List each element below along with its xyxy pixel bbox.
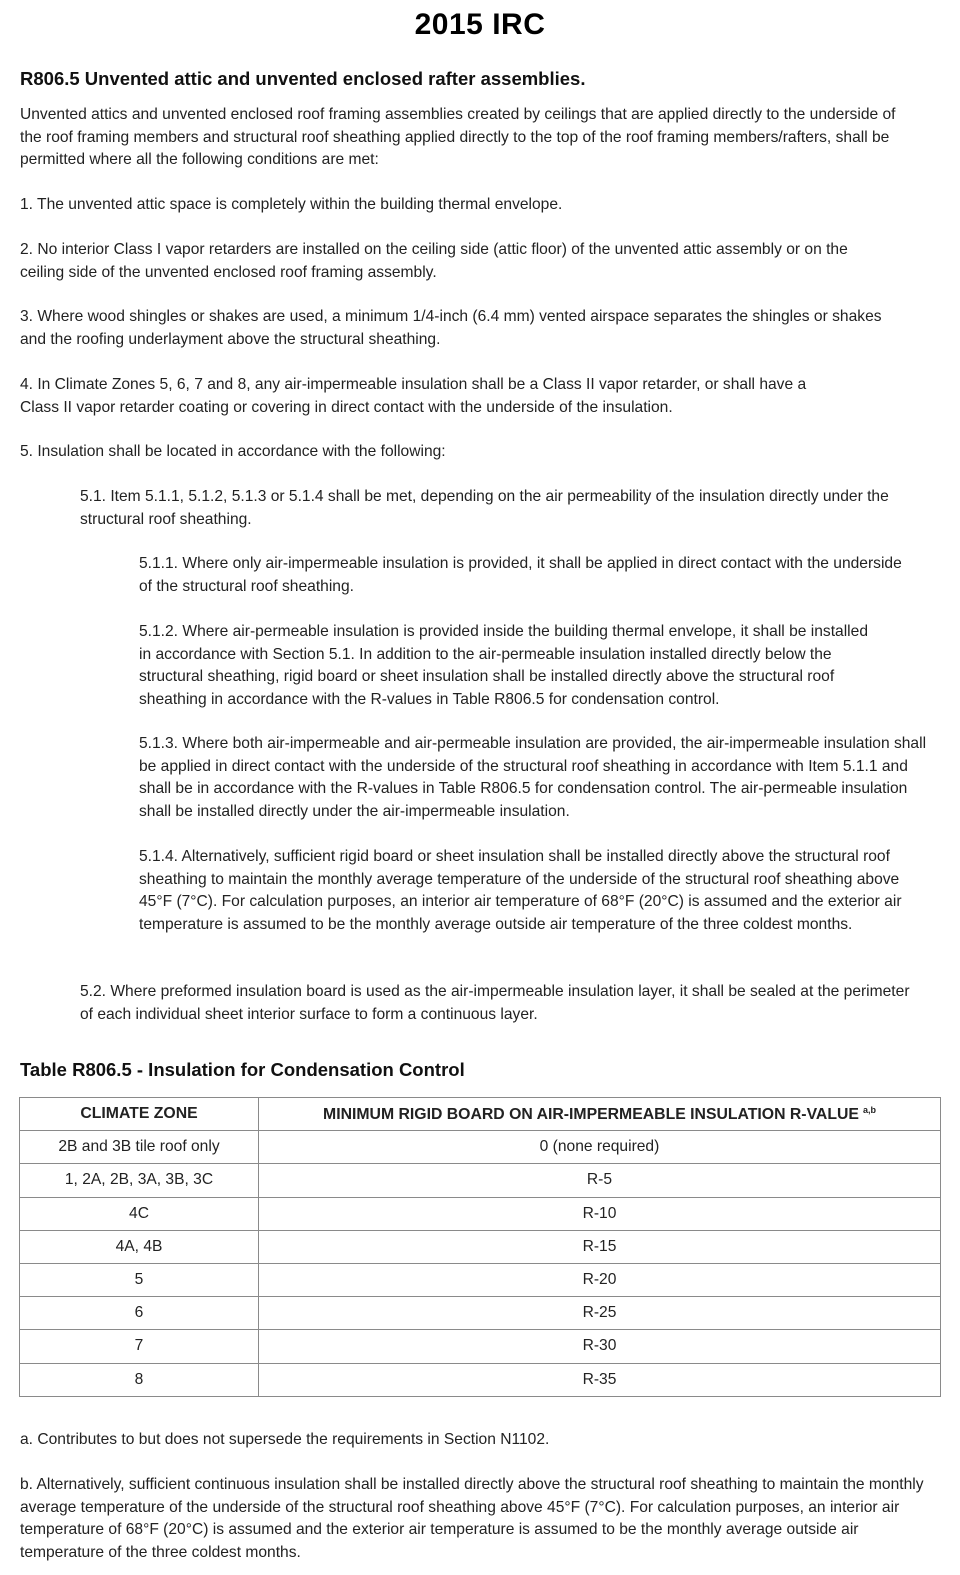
r-value-cell: R-10 [259, 1197, 941, 1230]
subitem-5-2: 5.2. Where preformed insulation board is used as the air-impermeable insulation layer, it shall be sealed at the perimeter of each individual sheet interior surface to form a continuous layer. [80, 983, 910, 1023]
condensation-control-table [19, 1097, 941, 1397]
footnote-reference: a,b [862, 1104, 876, 1115]
table-row [20, 1297, 941, 1330]
r-value-cell: R-20 [259, 1263, 941, 1296]
footnote-a: a. Contributes to but does not supersede the requirements in Section N1102. [20, 1431, 550, 1448]
section-heading: R806.5 Unvented attic and unvented enclosed rafter assemblies. [20, 68, 586, 89]
climate-zone-cell: 8 [20, 1363, 259, 1396]
table-row [20, 1164, 941, 1197]
subitem-5-1-2: 5.1.2. Where air-permeable insulation is provided inside the building thermal envelope, it shall be installed in accordance with Section 5.1. In addition to the air-permeable insulation installed directly below the structural sheathing, rigid board or sheet insulation shall be installed directly above the structural roof sheathing in accordance with the R-values in Table R806.5 for condensation control. [139, 623, 868, 708]
climate-zone-cell: 5 [20, 1263, 259, 1296]
table-row [20, 1197, 941, 1230]
condition-2: 2. No interior Class I vapor retarders are installed on the ceiling side (attic floor) of the unvented attic assembly or on the ceiling side of the unvented enclosed roof framing assembly. [20, 241, 848, 281]
climate-zone-cell: 4A, 4B [20, 1230, 259, 1263]
intro-paragraph: Unvented attics and unvented enclosed roof framing assemblies created by ceilings that are applied directly to the underside of the roof framing members and structural roof sheathing applied directly to the top of the roof framing members/rafters, shall be permitted where all the following conditions are met: [20, 106, 896, 168]
footnote-b: b. Alternatively, sufficient continuous insulation shall be installed directly above the structural roof sheathing to maintain the monthly average temperature of the underside of the structural roof sheathing above 45°F (7°C). For calculation purposes, an interior air temperature of 68°F (20°C) is assumed and the exterior air temperature is assumed to be the monthly average outside air temperature of the three coldest months. [20, 1476, 924, 1561]
subitem-5-1-1: 5.1.1. Where only air-impermeable insulation is provided, it shall be applied in direct contact with the underside of the structural roof sheathing. [139, 555, 902, 595]
document-title: 2015 IRC [414, 8, 546, 41]
r-value-cell: R-35 [259, 1363, 941, 1396]
r-value-cell: R-15 [259, 1230, 941, 1263]
subitem-5-1-3: 5.1.3. Where both air-impermeable and air-permeable insulation are provided, the air-impermeable insulation shall be applied in direct contact with the underside of the structural roof sheathing in accordance with Item 5.1.1 and shall be in accordance with the R-values in Table R806.5 for condensation control. The air-permeable insulation shall be installed directly under the air-impermeable insulation. [139, 735, 927, 820]
condition-5: 5. Insulation shall be located in accordance with the following: [20, 443, 446, 460]
r-value-cell: R-25 [259, 1297, 941, 1330]
table-row [20, 1230, 941, 1263]
climate-zone-cell: 7 [20, 1330, 259, 1363]
climate-zone-cell: 4C [20, 1197, 259, 1230]
condition-1: 1. The unvented attic space is completely within the building thermal envelope. [20, 196, 563, 213]
table-row [20, 1263, 941, 1296]
climate-zone-cell: 2B and 3B tile roof only [20, 1131, 259, 1164]
climate-zone-cell: 6 [20, 1297, 259, 1330]
table-row [20, 1363, 941, 1396]
column-header-climate-zone: CLIMATE ZONE [20, 1098, 259, 1131]
condition-4: 4. In Climate Zones 5, 6, 7 and 8, any air-impermeable insulation shall be a Class II vapor retarder, or shall have a Class II vapor retarder coating or covering in direct contact with the underside of the insulation. [20, 376, 807, 416]
table-row [20, 1131, 941, 1164]
table-row [20, 1330, 941, 1363]
r-value-cell: R-30 [259, 1330, 941, 1363]
table-title: Table R806.5 - Insulation for Condensation Control [20, 1059, 465, 1080]
climate-zone-cell: 1, 2A, 2B, 3A, 3B, 3C [20, 1164, 259, 1197]
condition-3: 3. Where wood shingles or shakes are used, a minimum 1/4-inch (6.4 mm) vented airspace separates the shingles or shakes and the roofing underlayment above the structural sheathing. [20, 308, 882, 348]
column-header-r-value: MINIMUM RIGID BOARD ON AIR-IMPERMEABLE INSULATION R-VALUE $^{a,b}$ [259, 1098, 941, 1131]
subitem-5-1-4: 5.1.4. Alternatively, sufficient rigid board or sheet insulation shall be installed directly above the structural roof sheathing to maintain the monthly average temperature of the underside of the structural roof sheathing above 45°F (7°C). For calculation purposes, an interior air temperature of 68°F (20°C) is assumed and the exterior air temperature is assumed to be the monthly average outside air temperature of the three coldest months. [139, 848, 902, 933]
subitem-5-1: 5.1. Item 5.1.1, 5.1.2, 5.1.3 or 5.1.4 shall be met, depending on the air permeability of the insulation directly under the structural roof sheathing. [80, 488, 889, 528]
r-value-cell: R-5 [259, 1164, 941, 1197]
r-value-cell: 0 (none required) [259, 1131, 941, 1164]
table-header-row [20, 1098, 941, 1131]
